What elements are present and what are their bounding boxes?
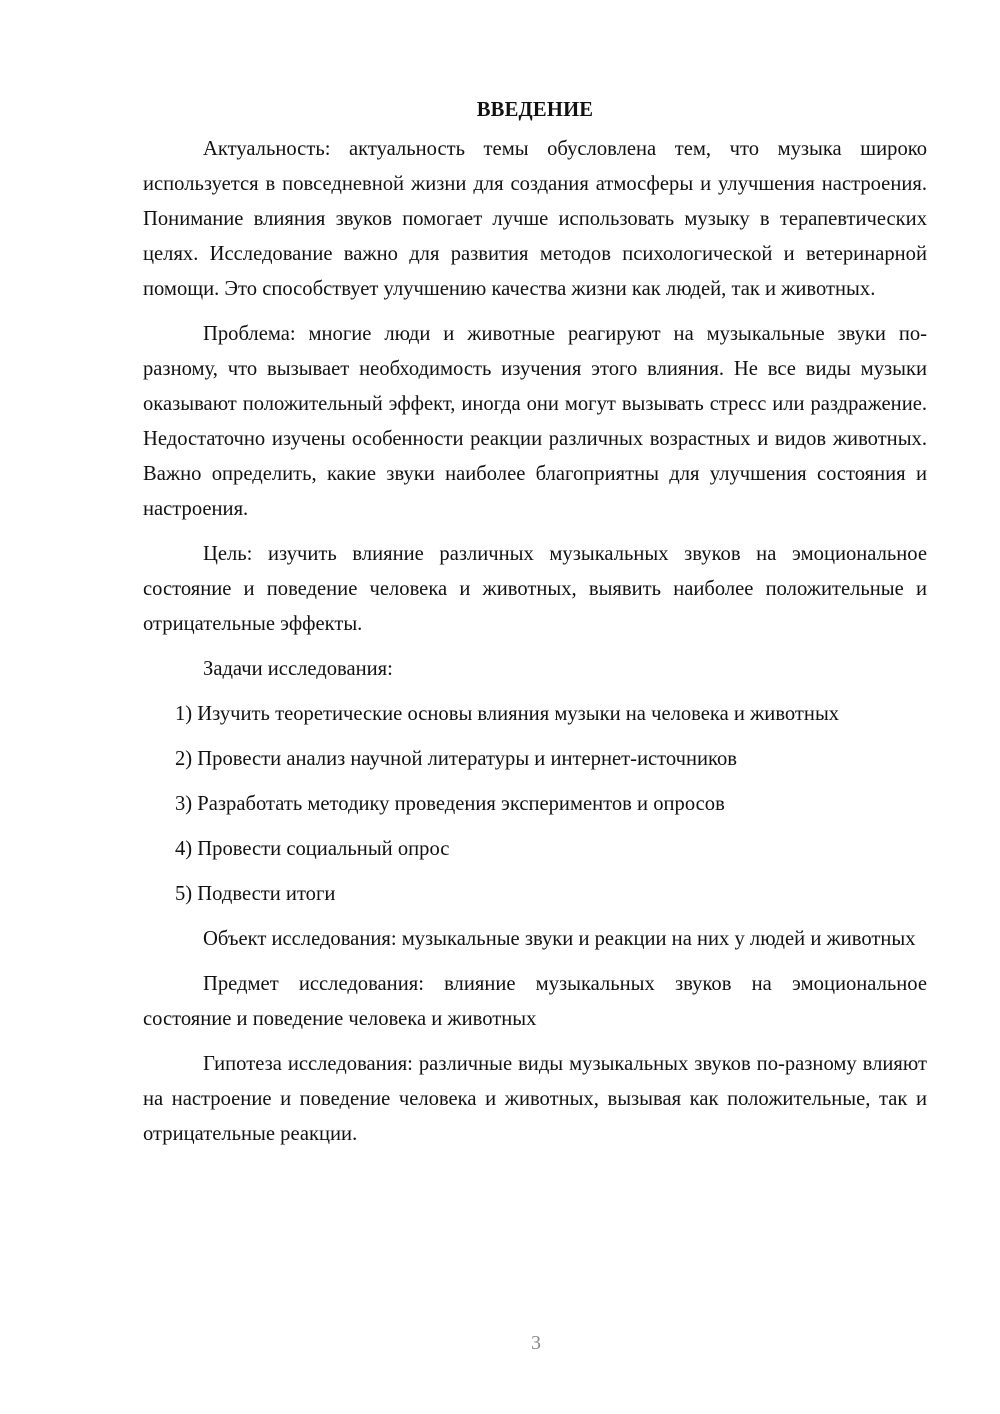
tasks-list [143, 697, 927, 912]
paragraph-problem: Проблема: многие люди и животные реагируют на музыкальные звуки по-разному, что вызывает необходимость изучения этого влияния. Не все виды музыки оказывают положительный эффект, иногда они могут вызывать стресс или раздражение. Недостаточно изучены особенности реакции различных возрастных и видов животных. Важно определить, какие звуки наиболее благоприятны для улучшения состояния и настроения. [143, 323, 927, 520]
list-item: 4) Провести социальный опрос [175, 838, 450, 860]
page-body [143, 93, 927, 1152]
list-item: 3) Разработать методику проведения экспериментов и опросов [175, 793, 725, 815]
list-item: 5) Подвести итоги [175, 883, 336, 905]
list-item: 1) Изучить теоретические основы влияния музыки на человека и животных [175, 703, 840, 725]
page-number: 3 [531, 1332, 541, 1354]
paragraph-hypothesis: Гипотеза исследования: различные виды музыкальных звуков по-разному влияют на настроение и поведение человека и животных, вызывая как положительные, так и отрицательные реакции. [143, 1053, 927, 1145]
paragraph-object: Объект исследования: музыкальные звуки и реакции на них у людей и животных [203, 928, 916, 950]
tasks-heading: Задачи исследования: [203, 658, 393, 680]
paragraph-subject: Предмет исследования: влияние музыкальных звуков на эмоциональное состояние и поведение человека и животных [143, 973, 927, 1030]
section-title: ВВЕДЕНИЕ [476, 99, 594, 121]
paragraph-goal: Цель: изучить влияние различных музыкальных звуков на эмоциональное состояние и поведение человека и животных, выявить наиболее положительные и отрицательные эффекты. [143, 543, 927, 635]
paragraph-relevance: Актуальность: актуальность темы обусловлена тем, что музыка широко используется в повседневной жизни для создания атмосферы и улучшения настроения. Понимание влияния звуков помогает лучше использовать музыку в терапевтических целях. Исследование важно для развития методов психологической и ветеринарной помощи. Это способствует улучшению качества жизни как людей, так и животных. [143, 138, 927, 300]
list-item: 2) Провести анализ научной литературы и интернет-источников [175, 748, 738, 770]
